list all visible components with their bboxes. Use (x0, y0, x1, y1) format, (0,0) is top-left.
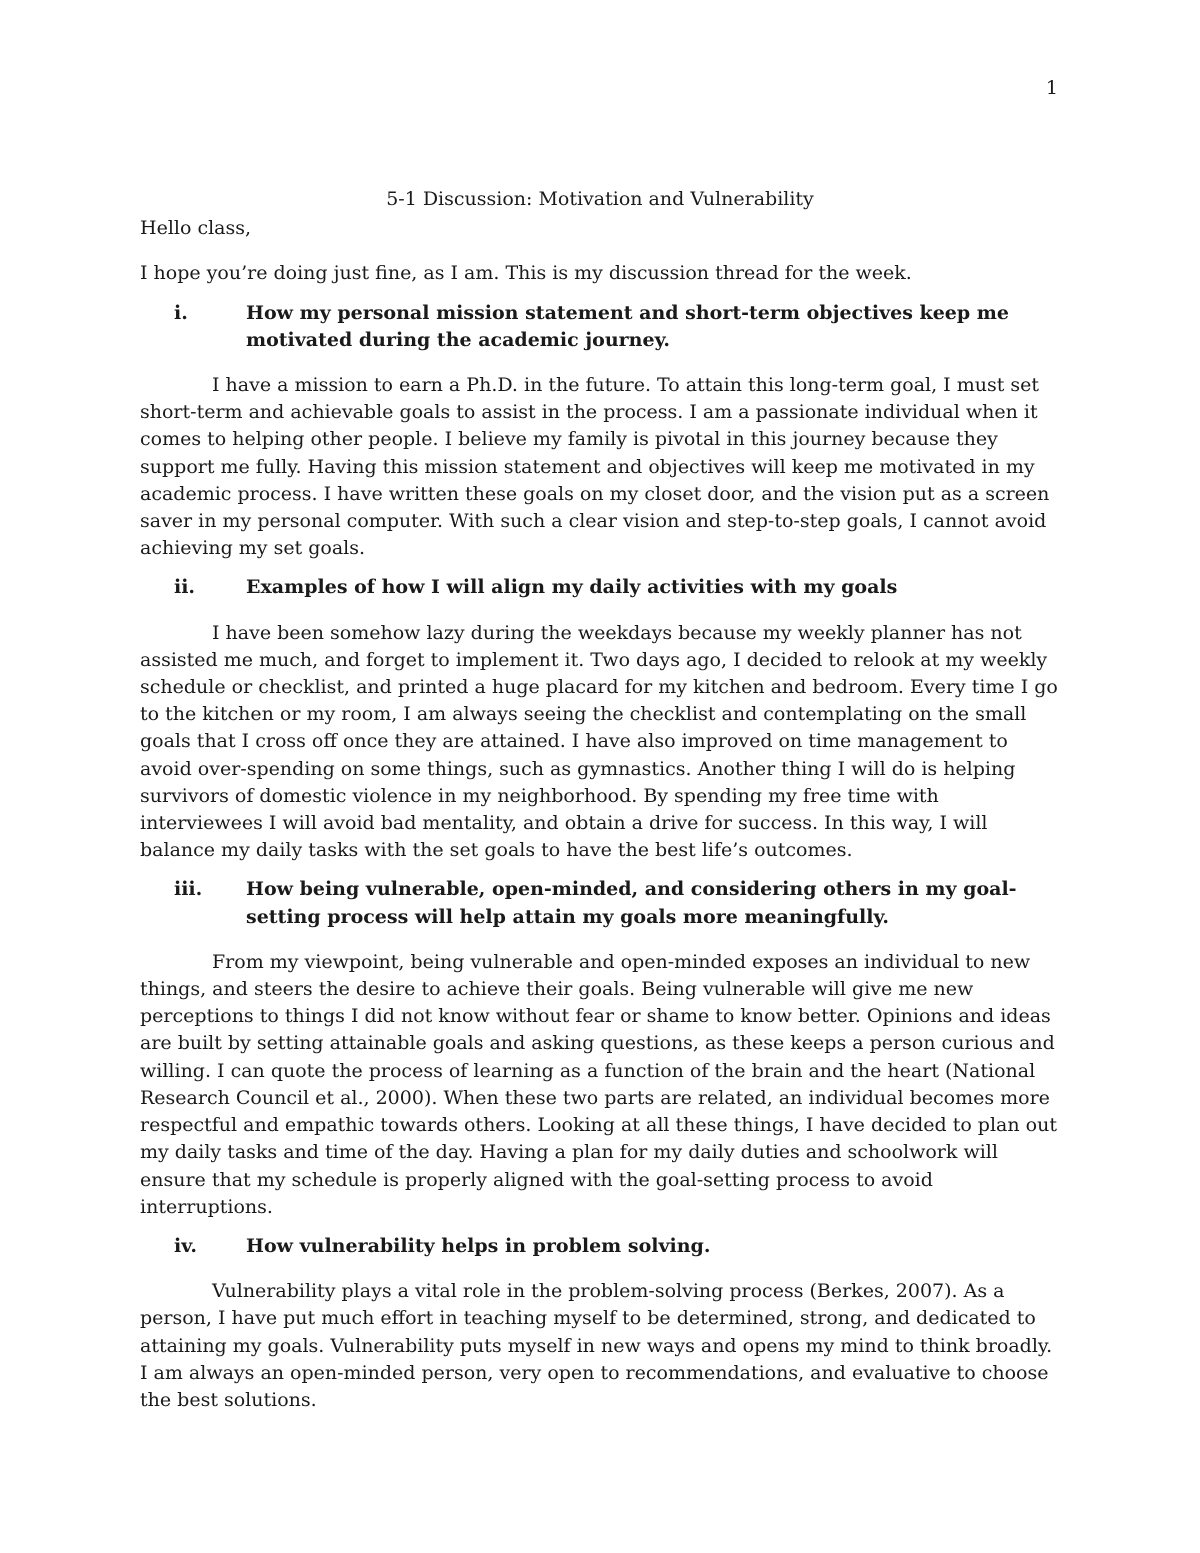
section-iii (140, 876, 1060, 1220)
section-heading (140, 300, 1060, 354)
page-number: 1 (1045, 77, 1058, 99)
section-number: ii. (174, 576, 196, 599)
section-heading (140, 574, 1060, 601)
section-number: i. (174, 301, 188, 324)
section-iv (140, 1233, 1060, 1414)
section-ii (140, 574, 1060, 864)
section-heading-text: Examples of how I will align my daily activities with my goals (246, 576, 898, 599)
greeting: Hello class, (140, 217, 252, 240)
section-number: iv. (174, 1234, 197, 1257)
document-body (140, 186, 1060, 1426)
section-body: I have been somehow lazy during the weekdays because my weekly planner has not assisted me much, and forget to implement it. Two days ago, I decided to relook at my weekly schedule or checklist, and printed a huge placard for my kitchen and bedroom. Every time I go to the kitchen or my room, I am always seeing the checklist and contemplating on the small goals that I cross off once they are attained. I have also improved on time management to avoid over-spending on some things, such as gymnastics. Another thing I will do is helping survivors of domestic violence in my neighborhood. By spending my free time with interviewees I will avoid bad mentality, and obtain a drive for success. In this way, I will balance my daily tasks with the set goals to have the best life’s outcomes. (140, 621, 1058, 862)
section-heading (140, 1233, 1060, 1260)
intro-paragraph: I hope you’re doing just fine, as I am. This is my discussion thread for the week. (140, 262, 912, 285)
section-heading (140, 876, 1060, 930)
section-heading-text: How vulnerability helps in problem solving. (246, 1234, 711, 1257)
section-heading-text: How my personal mission statement and short-term objectives keep me motivated during the academic journey. (246, 301, 1009, 351)
section-body: Vulnerability plays a vital role in the problem-solving process (Berkes, 2007). As a person, I have put much effort in teaching myself to be determined, strong, and dedicated to attaining my goals. Vulnerability puts myself in new ways and opens my mind to think broadly. I am always an open-minded person, very open to recommendations, and evaluative to choose the best solutions. (140, 1280, 1053, 1411)
section-heading-text: How being vulnerable, open-minded, and considering others in my goal-setting process will help attain my goals more meaningfully. (246, 878, 1017, 928)
document-title: 5-1 Discussion: Motivation and Vulnerability (386, 188, 814, 210)
section-body: From my viewpoint, being vulnerable and open-minded exposes an individual to new things, and steers the desire to achieve their goals. Being vulnerable will give me new perceptions to things I did not know without fear or shame to know better. Opinions and ideas are built by setting attainable goals and asking questions, as these keeps a person curious and willing. I can quote the process of learning as a function of the brain and the heart (National Research Council et al., 2000). When these two parts are related, an individual becomes more respectful and empathic towards others. Looking at all these things, I have decided to plan out my daily tasks and time of the day. Having a plan for my daily duties and schoolwork will ensure that my schedule is properly aligned with the goal-setting process to avoid interruptions. (140, 950, 1057, 1218)
section-number: iii. (174, 878, 203, 901)
section-i (140, 300, 1060, 563)
section-body: I have a mission to earn a Ph.D. in the future. To attain this long-term goal, I must set short-term and achievable goals to assist in the process. I am a passionate individual when it comes to helping other people. I believe my family is pivotal in this journey because they support me fully. Having this mission statement and objectives will keep me motivated in my academic process. I have written these goals on my closet door, and the vision put as a screen saver in my personal computer. With such a clear vision and step-to-step goals, I cannot avoid achieving my set goals. (140, 374, 1050, 560)
